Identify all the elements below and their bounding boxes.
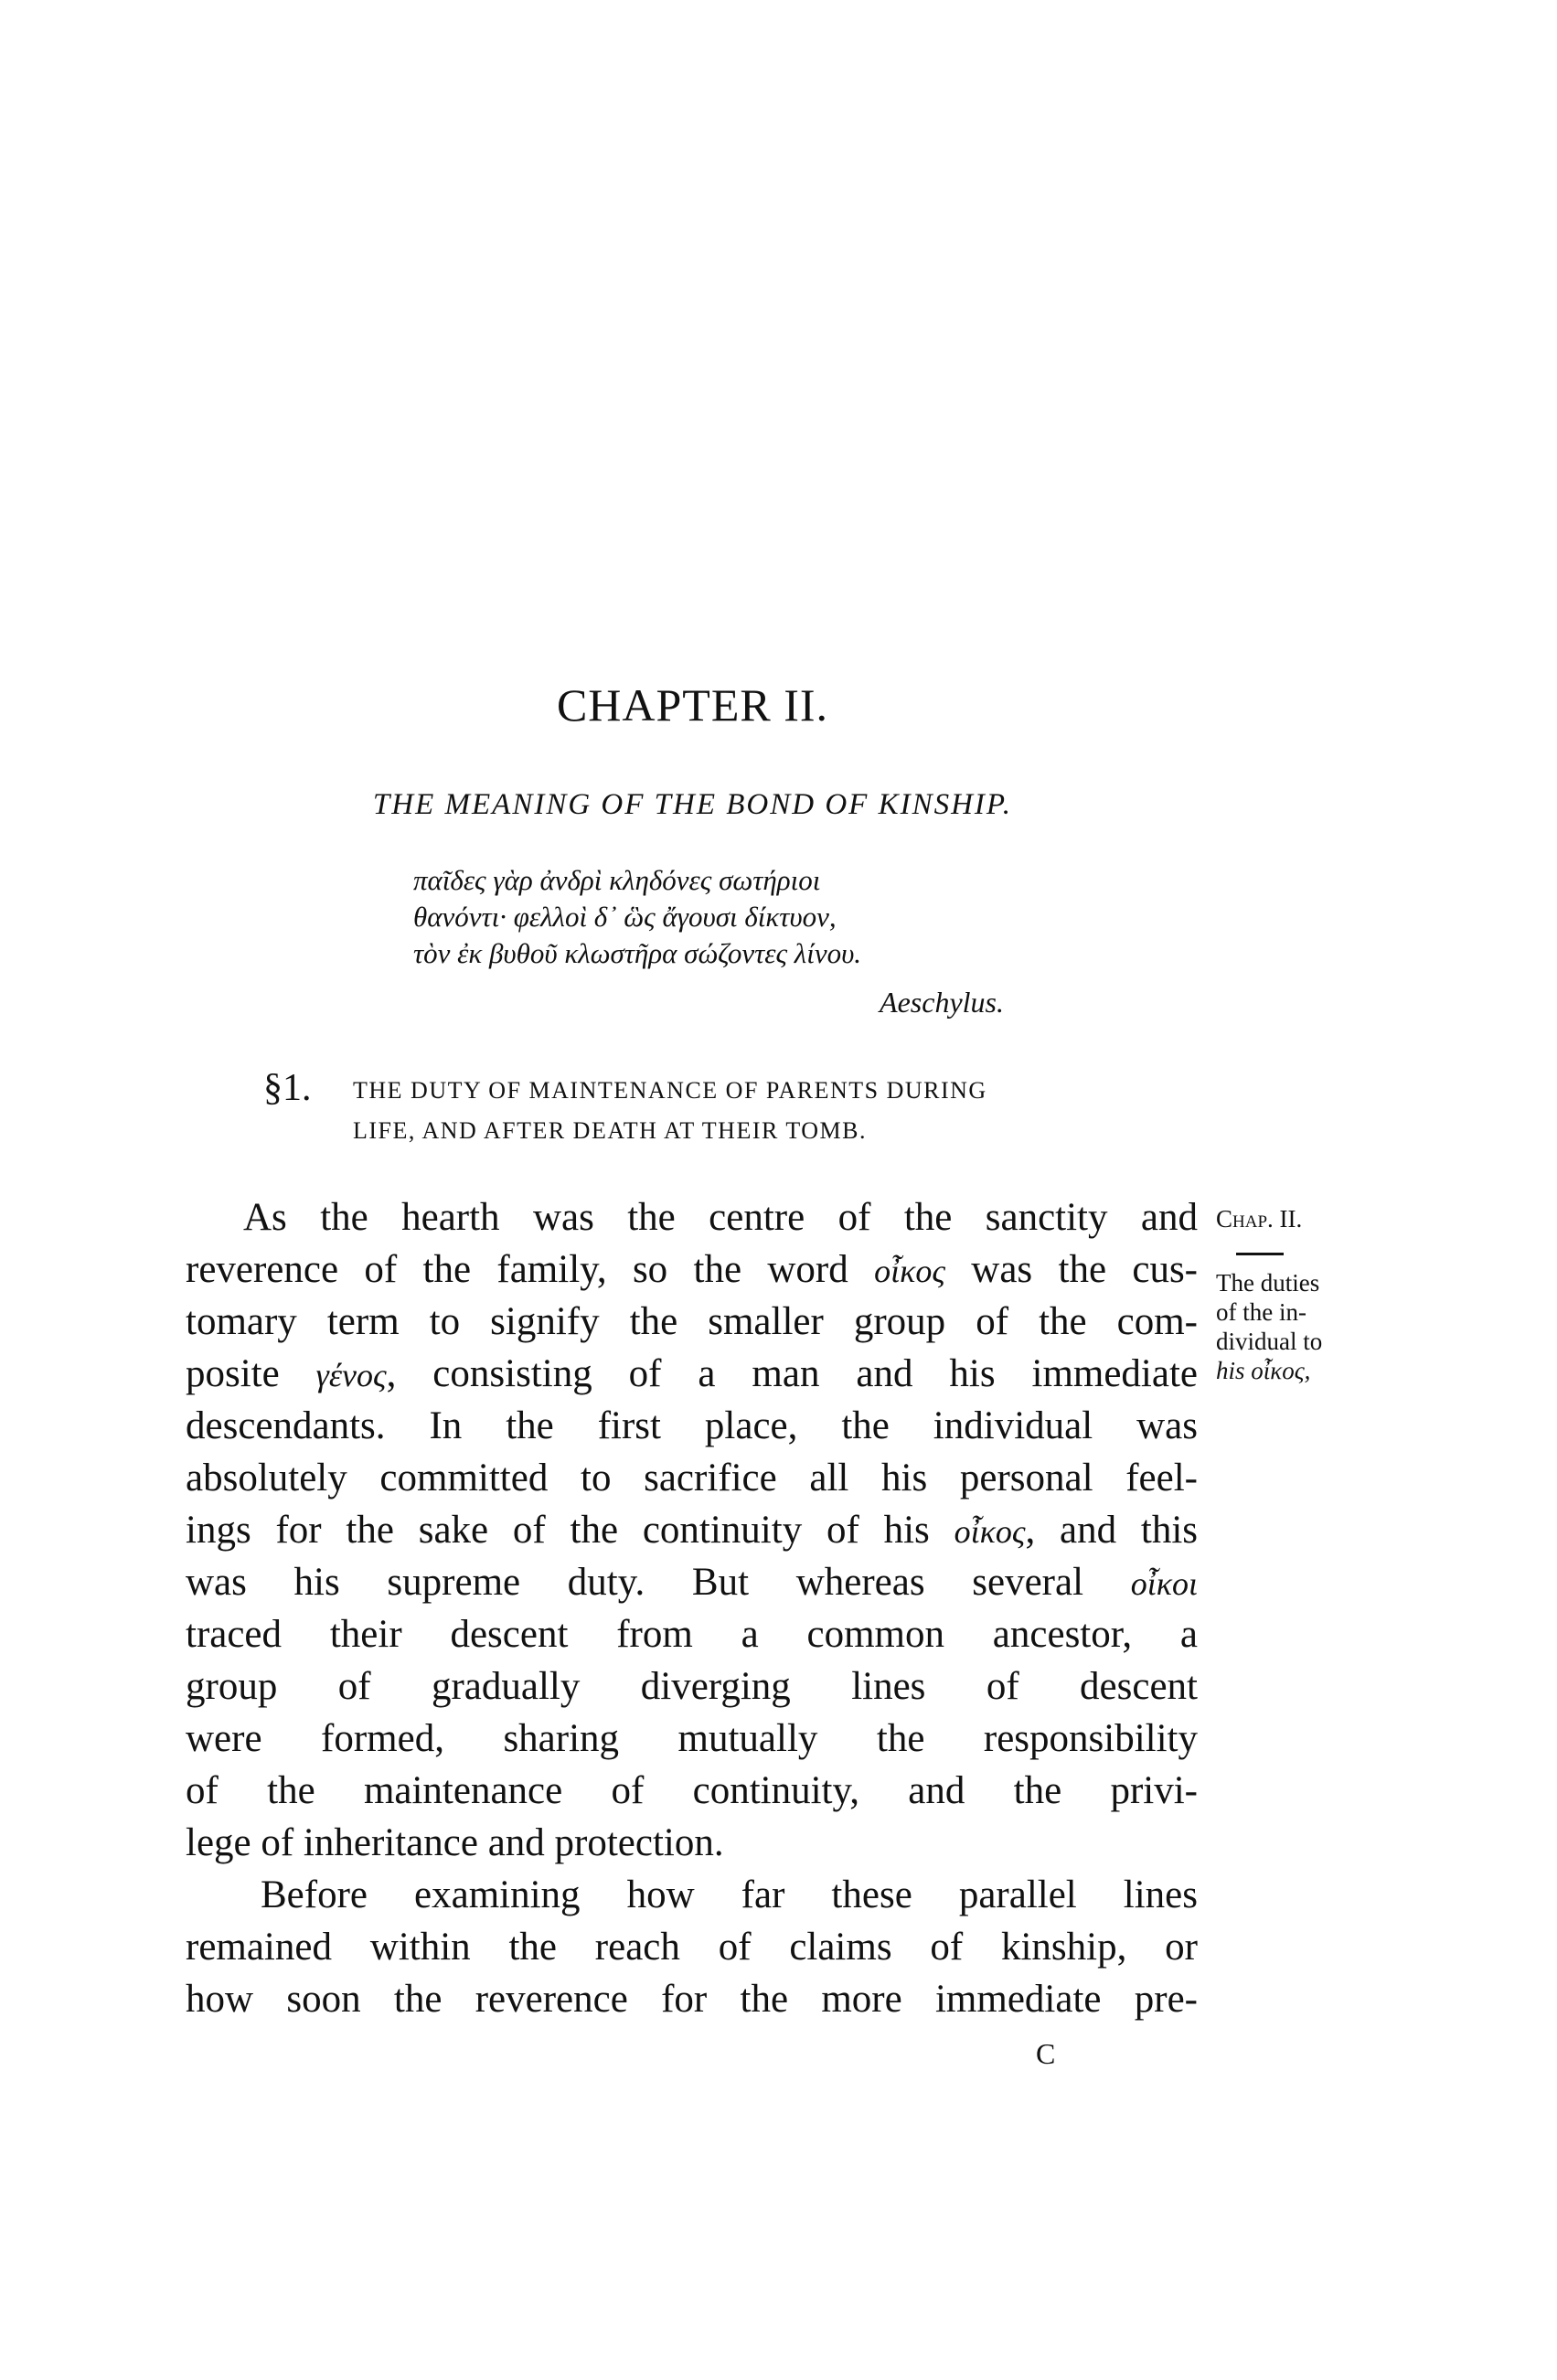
body-line: [186, 1400, 1198, 1452]
body-text-segment: As the hearth was the centre of the sanctity and: [243, 1196, 1198, 1239]
epigraph-line: θανόντι· φελλοὶ δ᾽ ὣς ἄγουσι δίκτυον,: [413, 901, 837, 933]
body-line: [186, 1608, 1198, 1660]
body-text-segment: , and this: [1025, 1509, 1199, 1552]
body-line: [243, 1191, 1198, 1243]
body-text-segment: reverence of the family, so the word: [186, 1248, 875, 1291]
greek-term: γένος: [315, 1357, 387, 1393]
margin-note-line: dividual to: [1216, 1328, 1323, 1355]
body-text-segment: descendants. In the first place, the individual was: [186, 1404, 1198, 1447]
body-line: [186, 1660, 1198, 1713]
epigraph-line: παῖδες γὰρ ἀνδρὶ κληδόνες σωτήριοι: [413, 864, 821, 896]
margin-note-line: The duties: [1216, 1269, 1320, 1297]
body-text-segment: absolutely committed to sacrifice all his personal feel-: [186, 1457, 1198, 1500]
page-signature: C: [1036, 2037, 1056, 2070]
margin-note-line: his οἶκος,: [1216, 1357, 1311, 1384]
body-line: [186, 1348, 1198, 1400]
section-heading-line: LIFE, AND AFTER DEATH AT THEIR TOMB.: [353, 1117, 868, 1144]
body-line: [186, 1452, 1198, 1504]
body-line: [261, 1869, 1198, 1921]
body-line: [186, 1243, 1198, 1296]
body-text-segment: were formed, sharing mutually the responsibility: [186, 1717, 1198, 1760]
body-text-segment: Before examining how far these parallel lines: [261, 1873, 1198, 1916]
body-line: [186, 1973, 1198, 2025]
margin-note-line: of the in-: [1216, 1298, 1306, 1326]
greek-term: οἶκος: [954, 1513, 1026, 1550]
body-text-segment: ings for the sake of the continuity of his: [186, 1509, 954, 1552]
body-line: [186, 1556, 1198, 1608]
body-text-segment: remained within the reach of claims of kinship, or: [186, 1926, 1198, 1969]
body-line: [186, 1713, 1198, 1765]
body-text-segment: , consisting of a man and his immediate: [386, 1352, 1198, 1395]
body-text-segment: group of gradually diverging lines of descent: [186, 1665, 1198, 1708]
chapter-title: CHAPTER II.: [556, 679, 829, 731]
body-text-segment: how soon the reverence for the more immediate pre-: [186, 1978, 1198, 2021]
body-line: [186, 1817, 1198, 1869]
body-text-segment: was his supreme duty. But whereas several: [186, 1561, 1131, 1604]
body-text-segment: traced their descent from a common ancestor, a: [186, 1613, 1198, 1656]
body-text-segment: tomary term to signify the smaller group of the com-: [186, 1300, 1198, 1343]
body-text-segment: of the maintenance of continuity, and the privi-: [186, 1769, 1198, 1812]
running-head: Chap. II.: [1216, 1205, 1303, 1233]
greek-term: οἶκοι: [1130, 1565, 1198, 1602]
body-line: [186, 1921, 1198, 1973]
greek-term: οἶκος: [874, 1253, 945, 1289]
body-line: [186, 1504, 1198, 1556]
chapter-subtitle: THE MEANING OF THE BOND OF KINSHIP.: [372, 788, 1013, 821]
epigraph-author: Aeschylus.: [880, 986, 1004, 1019]
section-number: §1.: [263, 1067, 312, 1109]
section-heading-line: THE DUTY OF MAINTENANCE OF PARENTS DURING: [353, 1077, 987, 1104]
epigraph-line: τὸν ἐκ βυθοῦ κλωστῆρα σώζοντες λίνου.: [413, 937, 862, 969]
body-text-segment: lege of inheritance and protection.: [186, 1821, 724, 1864]
margin-rule: [1236, 1253, 1284, 1255]
body-line: [186, 1296, 1198, 1348]
body-text-segment: posite: [186, 1352, 316, 1395]
body-text-segment: was the cus-: [944, 1248, 1199, 1291]
body-line: [186, 1765, 1198, 1817]
